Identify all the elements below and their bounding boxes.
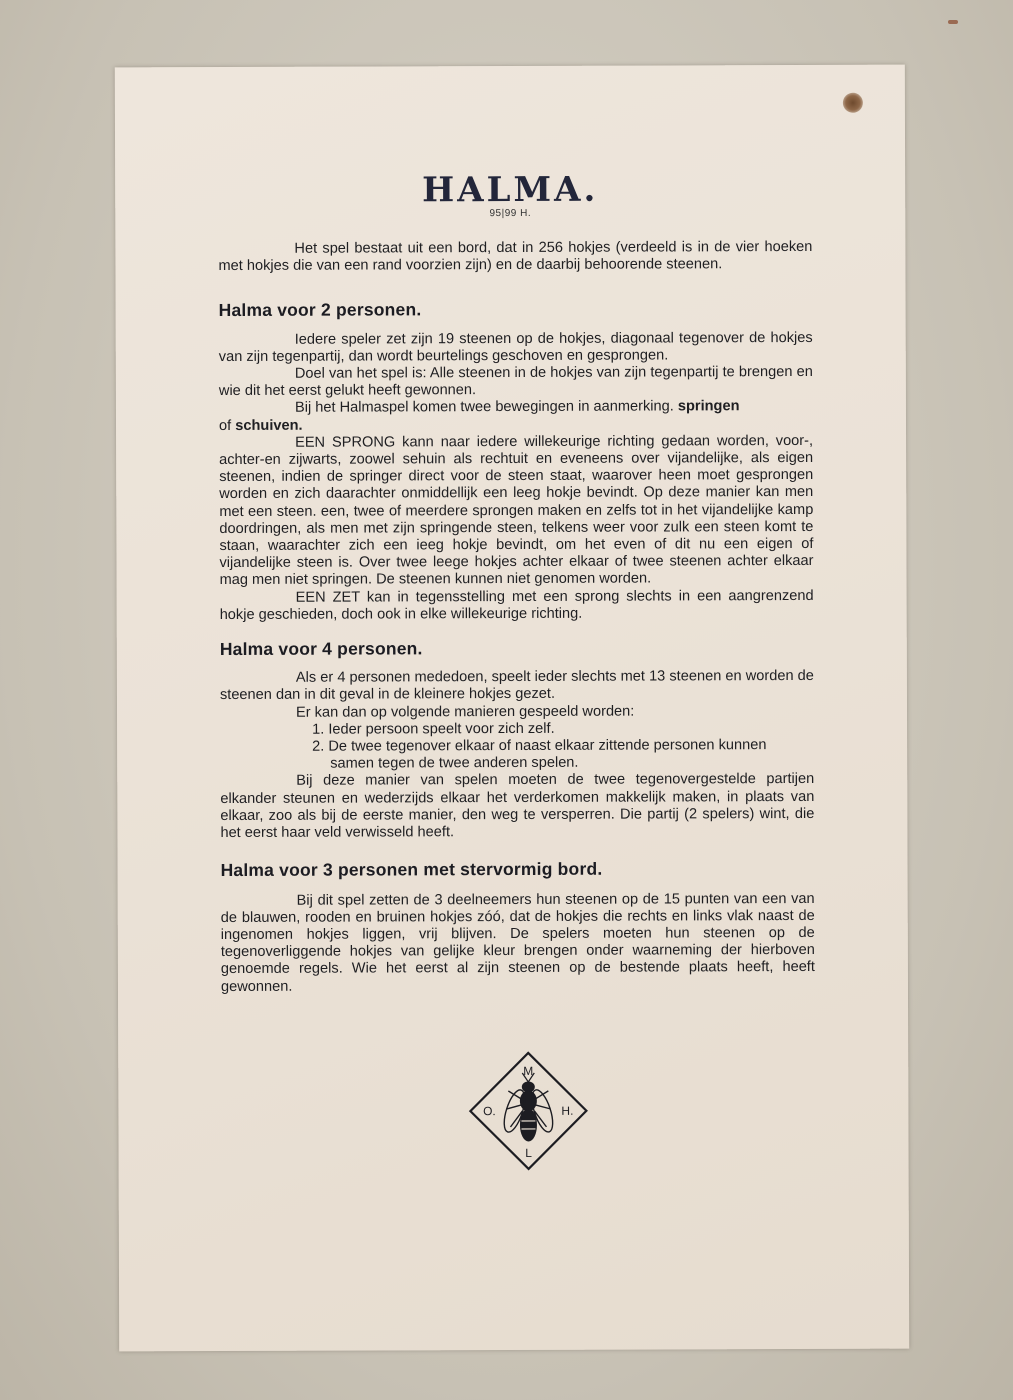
logo-letter-left: O.	[483, 1104, 496, 1119]
paragraph-2p-3	[219, 398, 813, 417]
bold-schuiven: schuiven.	[235, 417, 303, 434]
heading-4-personen: Halma voor 4 personen.	[219, 638, 423, 660]
paragraph-4p-3: Bij deze manier van spelen moeten de twee tegenovergestelde partijen elkander steunen en wederzijds elkaar het verderkomen makkelijk maken, in plaats van elkaar, zoo als bij de eerste manier, den weg te versperren. Die partij (2 spelers) wint, die het eerst haar veld verwisseld heeft.	[220, 771, 815, 842]
paragraph-2p-3-cont	[219, 416, 813, 435]
document-subtitle: 95|99 H.	[489, 207, 532, 220]
logo-letter-top: M	[523, 1063, 534, 1078]
paragraph-2p-1: Iedere speler zet zijn 19 steenen op de hokjes, diagonaal tegenover de hokjes van zijn tegenpartij, dan wordt beurtelings geschoven en gesprongen.	[218, 329, 813, 365]
paragraph-2p-5: EEN ZET kan in tegensstelling met een sprong slechts in een aangrenzend hokje geschieden, doch ook in elke willekeurige richting.	[219, 587, 814, 623]
logo-letter-bottom: L	[525, 1145, 532, 1160]
bee-icon	[500, 1073, 557, 1141]
list-item: 2. De twee tegenover elkaar of naast elkaar zittende personen kunnen samen tegen de twee anderen spelen.	[312, 737, 767, 772]
logo-letter-right: H.	[561, 1103, 574, 1118]
paragraph-2p-3-text: Bij het Halmaspel komen twee bewegingen in aanmerking.	[294, 398, 674, 417]
bold-springen: springen	[677, 398, 740, 415]
paragraph-3p-1: Bij dit spel zetten de 3 deelneemers hun steenen op de 15 punten van een van de blauwen, rooden en bruinen hokjes zóó, dat de hokjes die rechts en links vlak naast de ingenomen hokjes liggen, vrij blijven. De spelers moeten hun steenen op de tegenoverliggende hokjes van gelijke kleur brengen onder waarneming der hierboven genoemde regels. Wie het eerst al zijn steenen op de bestende plaats heeft, heeft gewonnen.	[220, 890, 815, 995]
paper-stain	[843, 93, 863, 113]
board-mark	[948, 20, 958, 24]
paragraph-4p-2: Er kan dan op volgende manieren gespeeld worden:	[295, 703, 635, 721]
heading-3-personen: Halma voor 3 personen met stervormig bord.	[220, 858, 603, 881]
publisher-logo	[468, 1051, 588, 1171]
document-body	[218, 239, 815, 996]
paragraph-2p-2: Doel van het spel is: Alle steenen in de hokjes van zijn tegenpartij te brengen en wie dit het eerst gelukt heeft gewonnen.	[218, 363, 813, 400]
play-modes-list	[220, 720, 814, 774]
instruction-sheet	[115, 65, 909, 1352]
logo-diamond	[468, 1051, 588, 1171]
intro-paragraph: Het spel bestaat uit een bord, dat in 256 hokjes (verdeeld is in de vier hoeken met hokjes die van een rand voorzien zijn) en de daarbij behoorende steenen.	[218, 238, 813, 275]
list-item: 1. Ieder persoon speelt voor zich zelf.	[312, 720, 555, 738]
paragraph-2p-4: EEN SPRONG kann naar iedere willekeurige richting gedaan worden, voor-, achter-en zijwarts, zoowel sehuin als rechtuit en eveneens over vijandelijke, als eigen steenen, indien de springer direct voor de steen staat, waarover heen moet gesprongen worden en zich daarachter onmiddellijk een leeg hokje bevindt. Op deze manier kan men met een steen. een, twee of meerdere sprongen maken en zelfs tot in het vijandelijke kamp doordringen, als men met zijn springende steen, telkens weer voor zulk een steen komt te staan, waarachter zich een ieeg hokje bevindt, om het even of dit nu een eigen of vijandelijke steen is. Over twee leege hokjes achter elkaar of twee steenen achter elkaar mag men niet springen. De steenen kunnen niet genomen worden.	[219, 432, 814, 589]
word-of: of	[218, 417, 232, 434]
paragraph-4p-1: Als er 4 personen mededoen, speelt ieder slechts met 13 steenen en worden de steenen dan in dit geval in de kleinere hokjes gezet.	[219, 668, 814, 704]
heading-2-personen: Halma voor 2 personen.	[218, 299, 422, 321]
document-title: HALMA.	[421, 169, 599, 211]
